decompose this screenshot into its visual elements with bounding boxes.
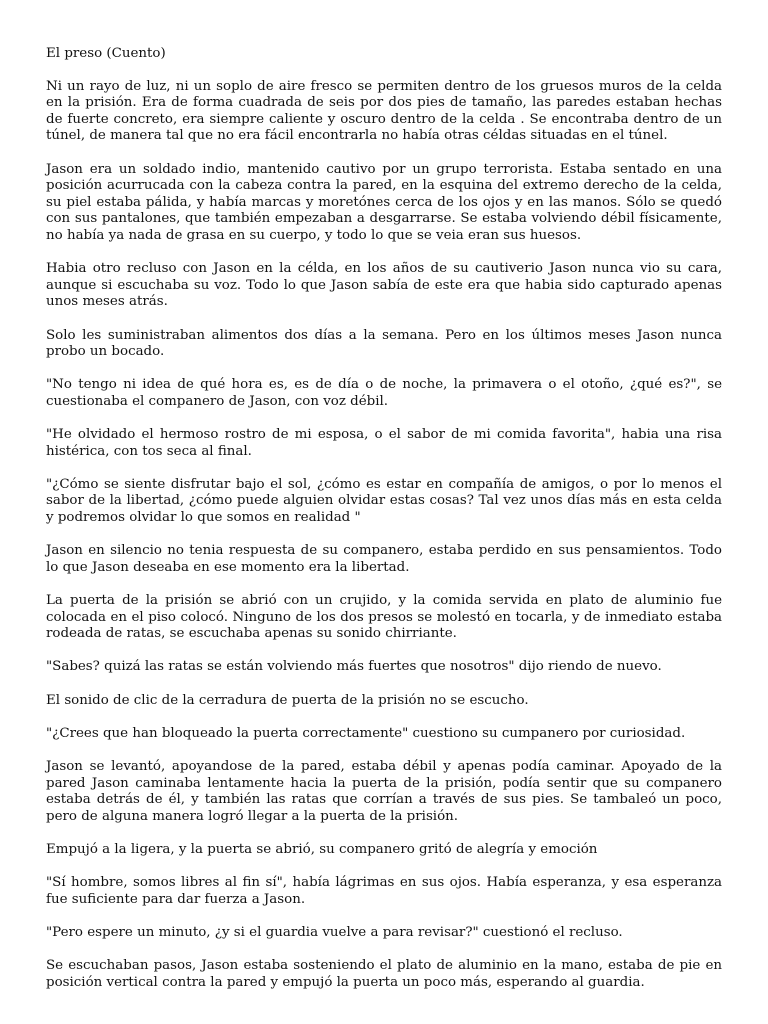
paragraph-4: Solo les suministraban alimentos dos días a la semana. Pero en los últimos meses Jason nunca probo un bocado. bbox=[46, 327, 722, 360]
paragraph-12: "¿Crees que han bloqueado la puerta correctamente" cuestiono su cumpanero por curiosidad. bbox=[46, 725, 686, 741]
paragraph-9: La puerta de la prisión se abrió con un crujido, y la comida servida en plato de aluminio fue colocada en el piso colocó. Ninguno de los dos presos se molestó en tocarla, y de inmediato estaba rodeada de ratas, se escuchaba apenas su sonido chirriante. bbox=[46, 593, 722, 642]
paragraph-10: "Sabes? quizá las ratas se están volviendo más fuertes que nosotros" dijo riendo de nuevo. bbox=[46, 659, 662, 675]
paragraph-6: "He olvidado el hermoso rostro de mi esposa, o el sabor de mi comida favorita", habia una risa histérica, con tos seca al final. bbox=[46, 427, 722, 459]
paragraph-13: Jason se levantó, apoyandose de la pared, estaba débil y apenas podía caminar. Apoyado de la pared Jason caminaba lentamente hacia la puerta de la prisión, podía sentir que su companero estaba detrás de él, y también las ratas que corrían a través de sus pies. Se tambaleó un poco, pero de alguna manera logró llegar a la puerta de la prisión. bbox=[46, 758, 722, 824]
paragraph-11: El sonido de clic de la cerradura de puerta de la prisión no se escucho. bbox=[46, 692, 529, 708]
paragraph-3: Habia otro recluso con Jason en la célda, en los años de su cautiverio Jason nunca vio su cara, aunque si escuchaba su voz. Todo lo que Jason sabía de este era que habia sido capturado apenas unos meses atrás. bbox=[46, 261, 722, 310]
paragraph-15: "Sí hombre, somos libres al fin sí", había lágrimas en sus ojos. Había esperanza, y esa esperanza fue suficiente para dar fuerza a Jason. bbox=[46, 875, 722, 907]
paragraph-14: Empujó a la ligera, y la puerta se abrió, su companero gritó de alegría y emoción bbox=[46, 841, 598, 857]
document-title: El preso (Cuento) bbox=[46, 46, 166, 61]
paragraph-1: Ni un rayo de luz, ni un soplo de aire fresco se permiten dentro de los gruesos muros de la celda en la prisión. Era de forma cuadrada de seis por dos pies de tamaño, las paredes estaban hechas de fuerte concreto, era siempre caliente y oscuro dentro de la celda . Se encontraba dentro de un túnel, de manera tal que no era fácil encontrarla no había otras céldas situadas en el túnel. bbox=[46, 78, 722, 144]
paragraph-2: Jason era un soldado indio, mantenido cautivo por un grupo terrorista. Estaba sentado en una posición acurrucada con la cabeza contra la pared, en la esquina del extremo derecho de la celda, su piel estaba pálida, y había marcas y moretónes cerca de los ojos y en las manos. Sólo se quedó con sus pantalones, que también empezaban a desgarrarse. Se estaba volviendo débil físicamente, no había ya nada de grasa en su cuerpo, y todo lo que se veia eran sus huesos. bbox=[46, 161, 722, 243]
paragraph-17: Se escuchaban pasos, Jason estaba sosteniendo el plato de aluminio en la mano, estaba de pie en posición vertical contra la pared y empujó la puerta un poco más, esperando al guardia. bbox=[46, 958, 722, 990]
paragraph-5: "No tengo ni idea de qué hora es, es de día o de noche, la primavera o el otoño, ¿qué es?", se cuestionaba el companero de Jason, con voz débil. bbox=[46, 377, 722, 409]
paragraph-8: Jason en silencio no tenia respuesta de su companero, estaba perdido en sus pensamientos. Todo lo que Jason deseaba en ese momento era la libertad. bbox=[46, 543, 722, 575]
paragraph-7: "¿Cómo se siente disfrutar bajo el sol, ¿cómo es estar en compañía de amigos, o por lo menos el sabor de la libertad, ¿cómo puede alguien olvidar estas cosas? Tal vez unos días más en esta celda y podremos olvidar lo que somos en realidad " bbox=[46, 476, 722, 526]
paragraph-16: "Pero espere un minuto, ¿y si el guardia vuelve a para revisar?" cuestionó el recluso. bbox=[46, 924, 623, 940]
